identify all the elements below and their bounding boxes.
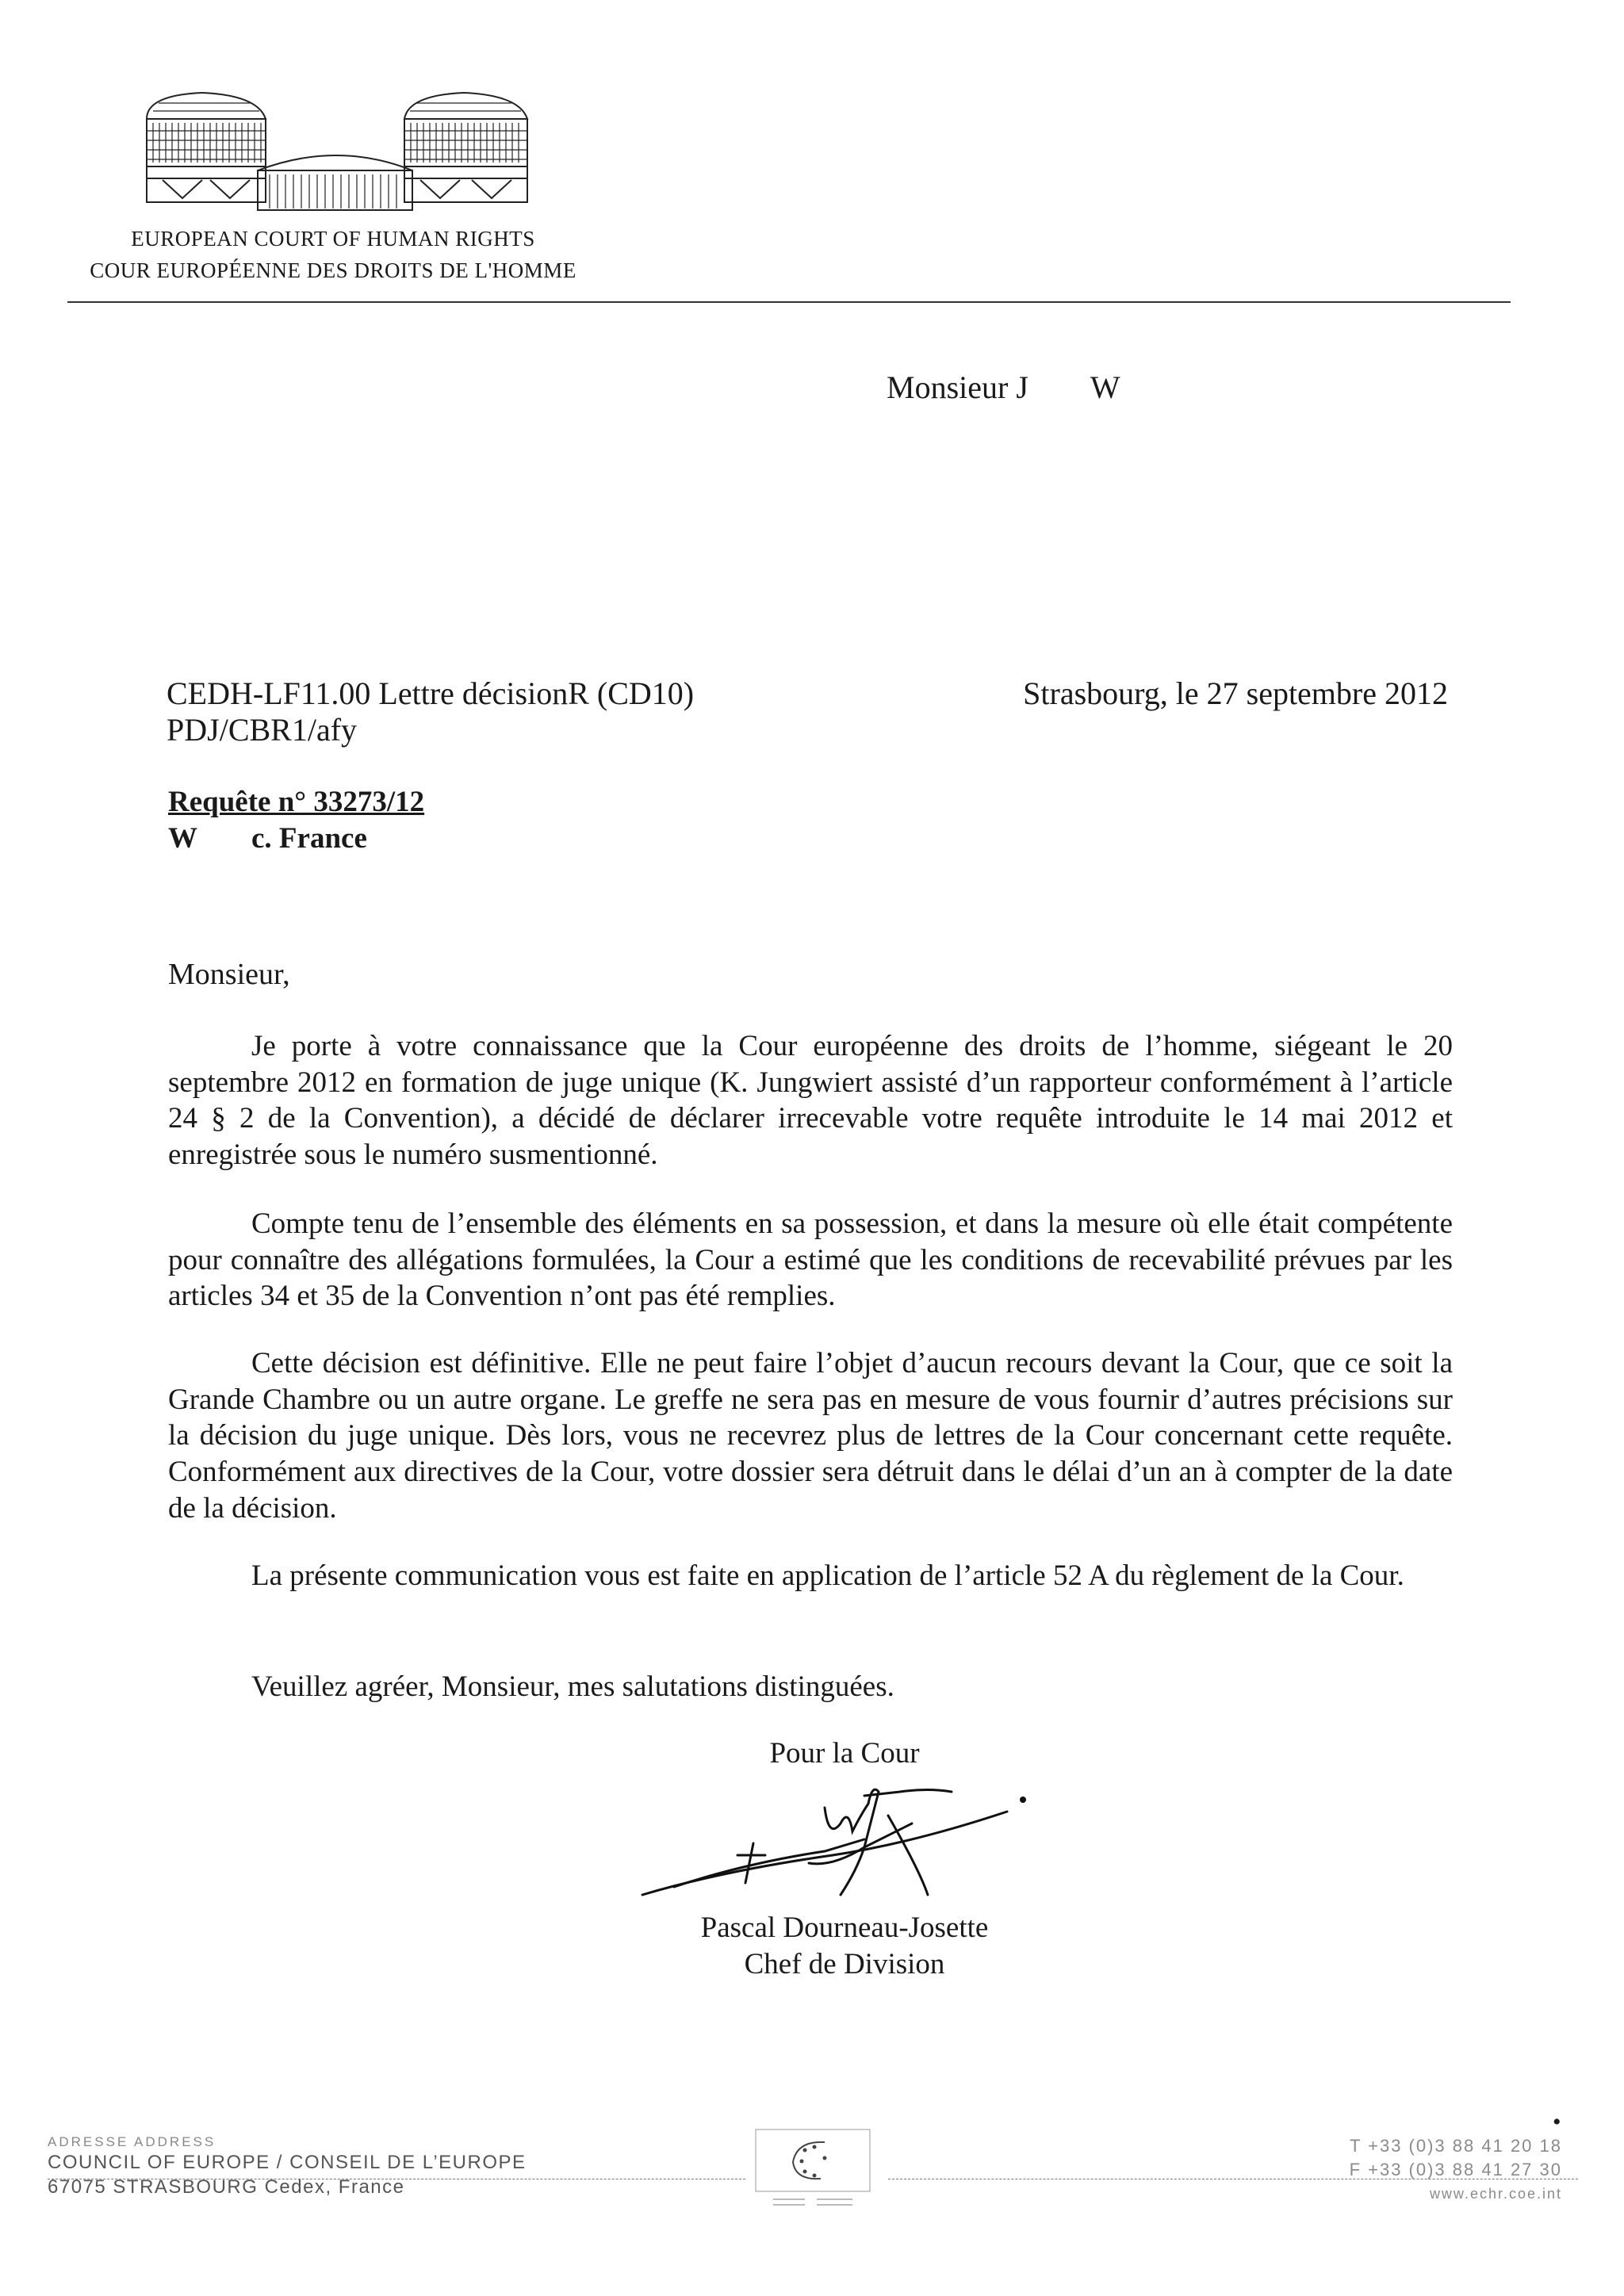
paragraph-rule-52a: La présente communication vous est faite en application de l’article 52 A du règlement de la Cour. bbox=[251, 1559, 1404, 1592]
footer-website: www.echr.coe.int bbox=[1429, 2186, 1562, 2202]
signatory-title: Chef de Division bbox=[744, 1948, 945, 1980]
footer-contact bbox=[1350, 2134, 1562, 2206]
recipient bbox=[887, 369, 1120, 406]
reference-initials: PDJ/CBR1/afy bbox=[167, 712, 358, 748]
footer-organisation: COUNCIL OF EUROPE / CONSEIL DE L’EUROPE bbox=[48, 2152, 527, 2173]
paragraph-decision: Je porte à votre connaissance que la Cour européenne des droits de l’homme, siégeant le 20 septembre 2012 en formation de juge unique (K. Jungwiert assisté d’un rapporteur conformément à l’article 24 § 2 de la Convention), a décidé de déclarer irrecevable votre requête introduite le 14 mai 2012 et enregistrée sous le numéro susmentionné. bbox=[168, 1030, 1453, 1172]
applicant-name: W bbox=[168, 822, 197, 855]
signatory-name: Pascal Dourneau-Josette bbox=[700, 1911, 989, 1944]
council-of-europe-logo bbox=[749, 2126, 876, 2214]
case-parties bbox=[168, 821, 367, 855]
footer-address bbox=[48, 2134, 527, 2199]
court-building-logo bbox=[139, 83, 535, 214]
respondent-state: c. France bbox=[251, 822, 367, 855]
reference-code: CEDH-LF11.00 Lettre décisionR (CD10) bbox=[167, 675, 695, 711]
handwritten-signature bbox=[626, 1776, 1039, 1911]
footer-address-label: ADRESSE ADDRESS bbox=[48, 2134, 216, 2149]
court-name-english: EUROPEAN COURT OF HUMAN RIGHTS bbox=[131, 227, 535, 251]
signature-for: Pour la Cour bbox=[769, 1737, 920, 1770]
recipient-title: Monsieur J bbox=[887, 369, 1028, 405]
footer-phone: T +33 (0)3 88 41 20 18 bbox=[1349, 2136, 1562, 2156]
recipient-surname: W bbox=[1090, 369, 1120, 405]
closing-formula: Veuillez agréer, Monsieur, mes salutations distinguées. bbox=[251, 1670, 894, 1703]
footer-fax: F +33 (0)3 88 41 27 30 bbox=[1349, 2160, 1562, 2179]
court-name-french: COUR EUROPÉENNE DES DROITS DE L'HOMME bbox=[90, 258, 576, 282]
stray-mark: • bbox=[1553, 2109, 1561, 2135]
paragraph-admissibility: Compte tenu de l’ensemble des éléments en sa possession, et dans la mesure où elle était compétente pour connaître des allégations formulées, la Cour a estimé que les conditions de recevabilité prévues par les articles 34 et 35 de la Convention n’ont pas été remplies. bbox=[168, 1207, 1453, 1313]
request-number: Requête n° 33273/12 bbox=[168, 786, 425, 818]
salutation: Monsieur, bbox=[168, 958, 290, 991]
paragraph-final-decision: Cette décision est définitive. Elle ne peut faire l’objet d’aucun recours devant la Cour, que ce soit la Grande Chambre ou un autre organe. Le greffe ne sera pas en mesure de vous fournir d’autres précisions sur la décision du juge unique. Dès lors, vous ne recevrez plus de lettres de la Cour concernant cette requête. Conformément aux directives de la Cour, votre dossier sera détruit dans le délai d’un an à compter de la date de la décision. bbox=[168, 1347, 1453, 1525]
header-divider bbox=[67, 301, 1511, 303]
footer-city: 67075 STRASBOURG Cedex, France bbox=[48, 2176, 405, 2198]
letter-date: Strasbourg, le 27 septembre 2012 bbox=[1023, 675, 1448, 711]
